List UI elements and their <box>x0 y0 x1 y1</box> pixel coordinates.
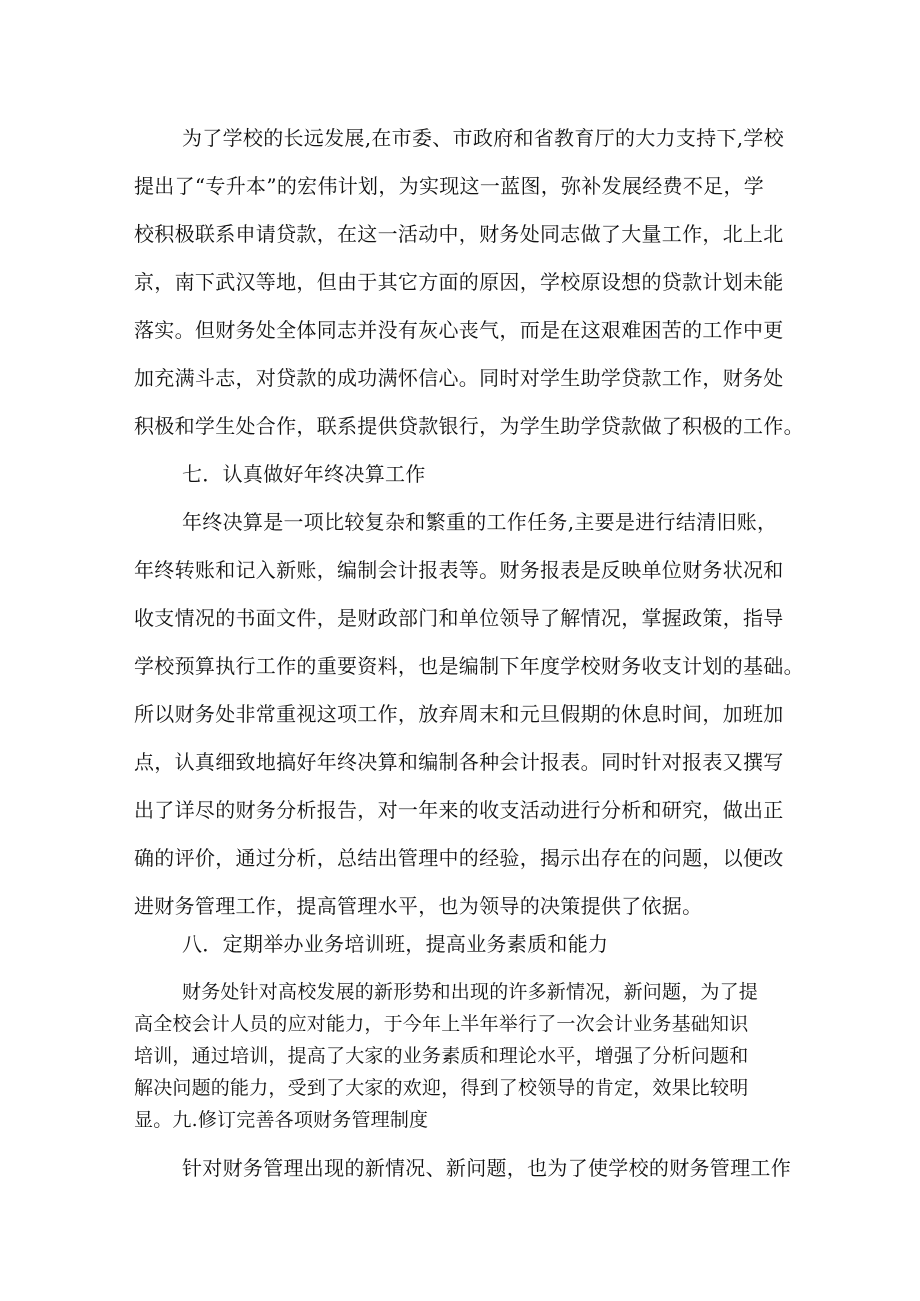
paragraph-line: 点，认真细致地搞好年终决算和编制各种会计报表。同时针对报表又撰写 <box>134 750 784 774</box>
paragraph-line: 财务处针对高校发展的新形势和出现的许多新情况，新问题，为了提 <box>182 981 759 1003</box>
paragraph-line: 进财务管理工作，提高管理水平，也为领导的决策提供了依据。 <box>134 894 703 918</box>
paragraph-line: 收支情况的书面文件，是财政部门和单位领导了解情况，掌握政策，指导 <box>134 606 784 630</box>
paragraph-line: 提出了“专升本”的宏伟计划，为实现这一蓝图，弥补发展经费不足，学 <box>134 174 765 198</box>
paragraph-line: 确的评价，通过分析，总结出管理中的经验，揭示出存在的问题，以便改 <box>134 846 784 870</box>
paragraph-line: 所以财务处非常重视这项工作，放弃周末和元旦假期的休息时间，加班加 <box>134 702 784 726</box>
paragraph-line: 出了详尽的财务分析报告，对一年来的收支活动进行分析和研究，做出正 <box>134 798 784 822</box>
paragraph-line: 解决问题的能力，受到了大家的欢迎，得到了校领导的肯定，效果比较明 <box>134 1077 749 1099</box>
paragraph-line: 学校预算执行工作的重要资料，也是编制下年度学校财务收支计划的基础。 <box>134 654 804 678</box>
paragraph-line-with-heading-9: 显。九.修订完善各项财务管理制度 <box>134 1109 429 1131</box>
paragraph-line: 年终转账和记入新账，编制会计报表等。财务报表是反映单位财务状况和 <box>134 558 784 582</box>
paragraph-line: 高全校会计人员的应对能力，于今年上半年举行了一次会计业务基础知识 <box>134 1013 749 1035</box>
section-heading-8: 八．定期举办业务培训班，提高业务素质和能力 <box>182 932 609 956</box>
paragraph-line: 年终决算是一项比较复杂和繁重的工作任务,主要是进行结清旧账， <box>182 510 778 534</box>
paragraph-line: 加充满斗志，对贷款的成功满怀信心。同时对学生助学贷款工作，财务处 <box>134 366 784 390</box>
paragraph-line: 落实。但财务处全体同志并没有灰心丧气，而是在这艰难困苦的工作中更 <box>134 318 784 342</box>
paragraph-line: 校积极联系申请贷款，在这一活动中，财务处同志做了大量工作，北上北 <box>134 222 784 246</box>
paragraph-line: 为了学校的长远发展,在市委、市政府和省教育厅的大力支持下,学校 <box>182 126 785 150</box>
paragraph-line: 针对财务管理出现的新情况、新问题，也为了使学校的财务管理工作 <box>182 1156 791 1180</box>
paragraph-line: 培训，通过培训，提高了大家的业务素质和理论水平，增强了分析问题和 <box>134 1045 749 1067</box>
paragraph-line: 积极和学生处合作，联系提供贷款银行，为学生助学贷款做了积极的工作。 <box>134 414 804 438</box>
section-heading-7: 七．认真做好年终决算工作 <box>182 462 426 486</box>
paragraph-line: 京，南下武汉等地，但由于其它方面的原因，学校原设想的贷款计划未能 <box>134 270 784 294</box>
